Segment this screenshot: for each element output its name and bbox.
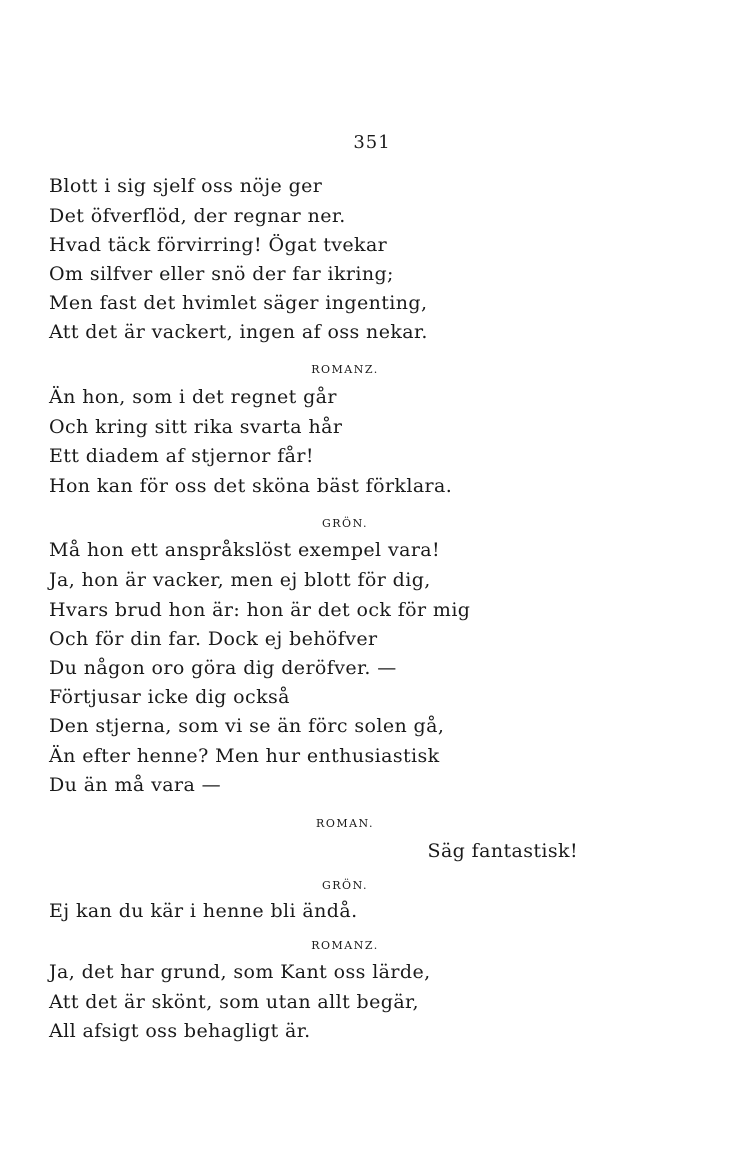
- verse-line: All afsigt oss behagligt är.: [49, 1020, 311, 1042]
- verse-line: Än hon, som i det regnet går: [49, 386, 337, 408]
- verse-line: Ej kan du kär i henne bli ändå.: [49, 900, 358, 922]
- speaker-label: ROMANZ.: [311, 363, 379, 376]
- verse-line: Men fast det hvimlet säger ingenting,: [49, 292, 428, 314]
- verse-line: Än efter henne? Men hur enthusiastisk: [49, 745, 440, 767]
- page-number: 351: [353, 132, 391, 153]
- speaker-label: GRÖN.: [321, 517, 368, 530]
- verse-line: Ja, det har grund, som Kant oss lärde,: [49, 961, 431, 983]
- verse-line: Ja, hon är vacker, men ej blott för dig,: [49, 569, 431, 591]
- verse-line: Du någon oro göra dig deröfver. —: [49, 657, 397, 679]
- verse-line: Blott i sig sjelf oss nöje ger: [49, 175, 323, 197]
- speaker-label: ROMAN.: [316, 817, 374, 830]
- verse-line: Du än må vara —: [49, 774, 222, 796]
- verse-line: Hon kan för oss det sköna bäst förklara.: [49, 475, 453, 497]
- verse-line: Att det är skönt, som utan allt begär,: [49, 991, 419, 1013]
- verse-line: Det öfverflöd, der regnar ner.: [49, 205, 346, 227]
- verse-line: Må hon ett anspråkslöst exempel vara!: [49, 539, 441, 561]
- verse-line: Hvars brud hon är: hon är det ock för mig: [49, 599, 471, 621]
- speaker-label: ROMANZ.: [311, 939, 379, 952]
- verse-line: Om silfver eller snö der far ikring;: [49, 263, 394, 285]
- verse-line: Ett diadem af stjernor får!: [49, 445, 314, 467]
- verse-line: Att det är vackert, ingen af oss nekar.: [49, 321, 428, 343]
- verse-line: Och för din far. Dock ej behöfver: [49, 628, 378, 650]
- verse-line-centered: Säg fantastisk!: [427, 840, 578, 862]
- verse-line: Och kring sitt rika svarta hår: [49, 416, 343, 438]
- verse-line: Den stjerna, som vi se än förc solen gå,: [49, 715, 445, 737]
- verse-line: Förtjusar icke dig också: [49, 686, 290, 708]
- verse-line: Hvad täck förvirring! Ögat tvekar: [49, 234, 388, 256]
- speaker-label: GRÖN.: [321, 879, 368, 892]
